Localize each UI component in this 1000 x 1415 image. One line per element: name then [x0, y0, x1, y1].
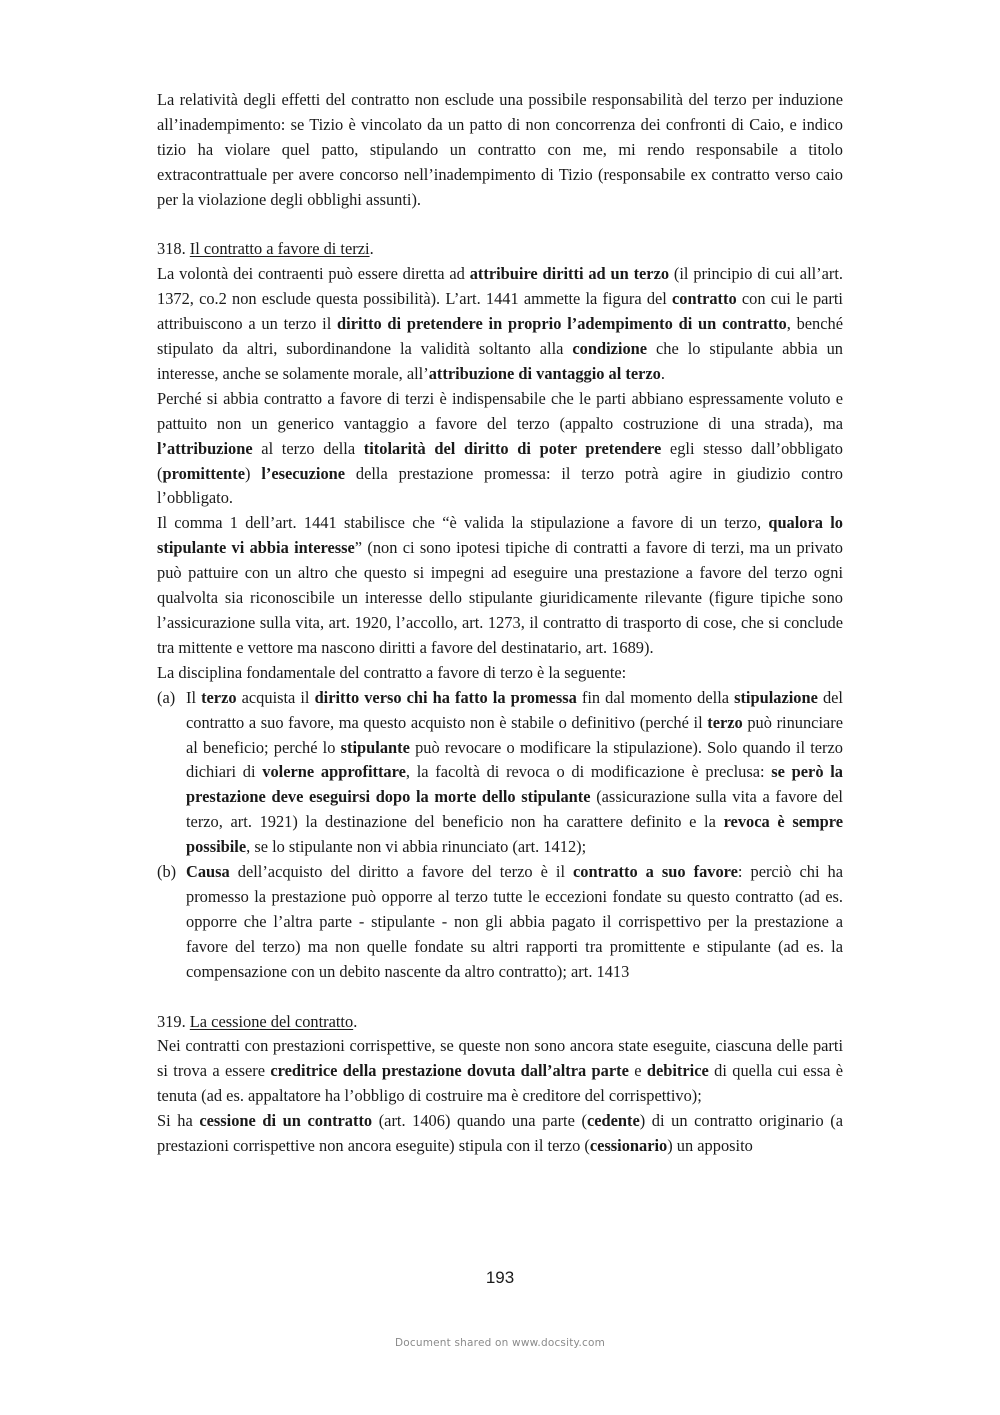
bold-run: revoca è sempre possibile: [186, 812, 843, 857]
section-heading-318: [157, 237, 843, 262]
text-run: Si ha: [157, 1111, 200, 1131]
bold-run: se però la prestazione deve eseguirsi dopo la morte dello stipulante: [186, 762, 843, 807]
list-item-a: [157, 686, 843, 860]
paragraph-319-b: [157, 1109, 843, 1159]
text-run: La volontà dei contraenti può essere diretta ad: [157, 264, 470, 284]
paragraph-318-d: [157, 661, 843, 686]
text-run: ): [245, 463, 262, 483]
bold-run: l’attribuzione: [157, 438, 253, 458]
text-run: ” (non ci sono ipotesi tipiche di contratti a favore di terzi, ma un privato può pattuire con un altro che questo si impegni ad eseguire una prestazione a favore del terzo ogni qualvolta sia riconoscibile un interesse dello stipulante giuridicamente rilevante (figure tipiche sono l’assicurazione sulla vita, art. 1920, l’accollo, art. 1273, il contratto di trasporto di cose, che si conclude tra mittente e vettore ma nascono diritti a favore del destinatario, art. 1689).: [157, 538, 843, 657]
text-run: , se lo stipulante non vi abbia rinunciato (art. 1412);: [246, 837, 587, 857]
bold-run: l’esecuzione: [261, 463, 346, 483]
text-run: La relatività degli effetti del contratto non esclude una possibile responsabilità del terzo per induzione all’inadempimento: se Tizio è vincolato da un patto di non concorrenza dei confronti di Caio, e indico tizio ha violare quel patto, stipulando un contratto con me, mi rendo responsabile a titolo extracontrattuale per avere concorso nell’inadempimento di Tizio (responsabile ex contratto verso caio per la violazione degli obblighi assunti).: [157, 90, 843, 209]
bold-run: cessione di un contratto: [199, 1111, 373, 1131]
section-heading-319: [157, 1010, 843, 1035]
text-run: (assicurazione sulla vita a favore del terzo, art. 1921) la destinazione del beneficio non ha carattere definito e la: [186, 787, 843, 832]
bold-run: stipulazione: [734, 687, 818, 707]
bold-run: Causa: [186, 862, 230, 882]
text-run: con cui le parti attribuiscono a un terzo il: [157, 289, 843, 334]
bold-run: attribuire diritti ad un terzo: [469, 264, 670, 284]
text-run: dell’acquisto del diritto a favore del terzo è il: [229, 862, 574, 882]
bold-run: volerne approfittare: [262, 762, 406, 782]
text-run: .: [660, 363, 665, 383]
text-run: , la facoltà di revoca o di modificazione è preclusa:: [405, 762, 772, 782]
bold-run: creditrice della prestazione dovuta dall’altra parte: [270, 1061, 629, 1081]
text-run: della prestazione promessa: il terzo potrà agire in giudizio contro l’obbligato.: [157, 463, 843, 508]
bold-run: promittente: [162, 463, 246, 483]
bold-run: diritto di pretendere in proprio l’adempimento di un contratto: [337, 314, 787, 334]
text-run: ) di un contratto originario (a prestazioni corrispettive non ancora eseguite) stipula con il terzo (: [157, 1111, 843, 1156]
text-run: acquista il: [236, 687, 315, 707]
section-number: 319.: [157, 1011, 186, 1031]
list-item-text: [186, 862, 843, 981]
paragraph-318-c: [157, 511, 843, 660]
text-run: Il comma 1 dell’art. 1441 stabilisce che “è valida la stipulazione a favore di un terzo,: [157, 513, 769, 533]
page-number: 193: [485, 1268, 515, 1287]
bold-run: terzo: [707, 712, 743, 732]
text-run: al terzo della: [252, 438, 364, 458]
page-body: [157, 88, 843, 1159]
text-run: Il: [186, 687, 202, 707]
text-run: del contratto a suo favore, ma questo acquisto non è stabile o definitivo (perché il: [186, 687, 843, 732]
text-run: può rinunciare al beneficio; perché lo: [186, 712, 844, 757]
paragraph-318-b: [157, 387, 843, 512]
section-title-suffix: .: [369, 239, 374, 259]
section-title-suffix: .: [353, 1011, 358, 1031]
text-run: fin dal momento della: [576, 687, 735, 707]
bold-run: condizione: [572, 339, 648, 359]
blank-line: [157, 213, 843, 238]
bold-run: debitrice: [646, 1061, 709, 1081]
bold-run: terzo: [201, 687, 237, 707]
paragraph-319-a: [157, 1034, 843, 1109]
list-item-b: [157, 860, 843, 985]
bold-run: cedente: [586, 1111, 640, 1131]
text-run: Perché si abbia contratto a favore di terzi è indispensabile che le parti abbiano espressamente voluto e pattuito non un generico vantaggio a favore del terzo (appalto costruzione di una strada), ma: [157, 388, 843, 433]
text-run: ) un apposito: [667, 1136, 753, 1156]
paragraph-intro: [157, 88, 843, 213]
section-title: La cessione del contratto: [189, 1011, 354, 1031]
bold-run: attribuzione di vantaggio al terzo: [428, 363, 661, 383]
text-run: Nei contratti con prestazioni corrispettive, se queste non sono ancora state eseguite, ciascuna delle parti si trova a essere: [157, 1036, 843, 1081]
bold-run: contratto a suo favore: [573, 862, 738, 882]
bold-run: stipulante: [340, 737, 410, 757]
text-run: egli stesso dall’obbligato (: [157, 438, 843, 483]
text-run: di quella cui essa è tenuta (ad es. appaltatore ha l’obbligo di costruire ma è creditore del corrispettivo);: [157, 1061, 843, 1106]
text-run: (il principio di cui all’art. 1372, co.2 non esclude questa possibilità). L’art. 1441 ammette la figura del: [157, 264, 844, 309]
section-title: Il contratto a favore di terzi: [189, 239, 370, 259]
bold-run: contratto: [672, 289, 737, 309]
text-run: e: [628, 1061, 647, 1081]
docsity-footer: Document shared on www.docsity.com: [394, 1337, 606, 1349]
bold-run: diritto verso chi ha fatto la promessa: [314, 687, 577, 707]
text-run: La disciplina fondamentale del contratto a favore di terzo è la seguente:: [157, 662, 627, 682]
section-number: 318.: [157, 239, 186, 259]
paragraph-318-a: [157, 262, 843, 387]
blank-line: [157, 985, 843, 1010]
bold-run: titolarità del diritto di poter pretendere: [363, 438, 662, 458]
list-marker: (a): [157, 687, 176, 707]
list-marker: (b): [157, 862, 177, 882]
text-run: , benché stipulato da altri, subordinandone la validità soltanto alla: [157, 314, 843, 359]
bold-run: qualora lo stipulante vi abbia interesse: [157, 513, 843, 558]
text-run: può revocare o modificare la stipulazione). Solo quando il terzo dichiari di: [186, 737, 843, 782]
list-item-text: [186, 688, 843, 856]
text-run: che lo stipulante abbia un interesse, anche se solamente morale, all’: [157, 339, 843, 383]
text-run: : perciò chi ha promesso la prestazione può opporre al terzo tutte le eccezioni fondate su questo contratto (ad es. opporre che l’altra parte - stipulante - non gli abbia pagato il corrispettivo per la prestazione a favore del terzo) ma non quelle fondate su altri rapporti tra promittente e stipulante (ad es. la compensazione con un debito nascente da altro contratto); art. 1413: [186, 862, 843, 981]
bold-run: cessionario: [589, 1136, 668, 1156]
text-run: (art. 1406) quando una parte (: [372, 1111, 587, 1131]
